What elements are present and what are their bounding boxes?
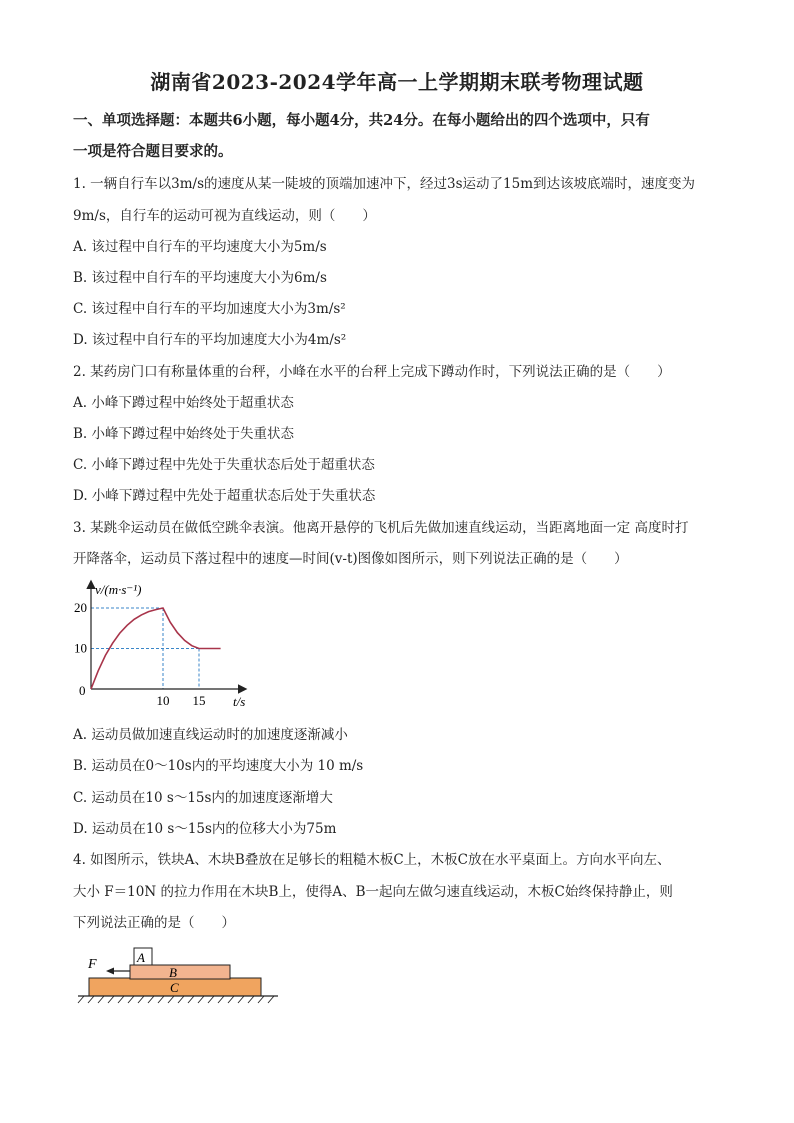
block-a-label: A bbox=[137, 950, 145, 965]
blocks-diagram bbox=[72, 940, 292, 1010]
q1-option-d: D. 该过程中自行车的平均加速度大小为4m/s² bbox=[73, 332, 347, 348]
x-axis-label: t/s bbox=[233, 694, 246, 709]
ground-hatching bbox=[78, 996, 274, 1003]
q1-stem-line2: 9m/s，自行车的运动可视为直线运动，则（ ） bbox=[73, 208, 376, 224]
section-heading-line2: 一项是符合题目要求的。 bbox=[73, 143, 233, 160]
force-label: F bbox=[88, 957, 97, 972]
q2-option-b: B. 小峰下蹲过程中始终处于失重状态 bbox=[73, 426, 295, 442]
q1-option-b: B. 该过程中自行车的平均速度大小为6m/s bbox=[73, 270, 327, 286]
page-title: 湖南省2023-2024学年高一上学期期末联考物理试题 bbox=[150, 70, 644, 94]
q2-stem-line1: 2. 某药房门口有称量体重的台秤，小峰在水平的台秤上完成下蹲动作时，下列说法正确的是（ ） bbox=[73, 364, 671, 380]
section-heading-line1: 一、单项选择题：本题共6小题，每小题4分，共24分。在每小题给出的四个选项中，只有 bbox=[73, 112, 650, 129]
q3-option-a: A. 运动员做加速直线运动时的加速度逐渐减小 bbox=[73, 727, 348, 743]
q3-option-d: D. 运动员在10 s～15s内的位移大小为75m bbox=[73, 821, 337, 837]
block-b-label: B bbox=[169, 965, 177, 980]
x-tick-label: 15 bbox=[192, 693, 206, 708]
q4-stem-line2: 大小 F＝10N 的拉力作用在木块B上，使得A、B一起向左做匀速直线运动，木板C始终保持静止，则 bbox=[73, 884, 673, 900]
board-c-label: C bbox=[170, 980, 179, 995]
q2-option-c: C. 小峰下蹲过程中先处于失重状态后处于超重状态 bbox=[73, 457, 375, 473]
q3-option-c: C. 运动员在10 s～15s内的加速度逐渐增大 bbox=[73, 790, 333, 806]
q1-stem-line1: 1. 一辆自行车以3m/s的速度从某一陡坡的顶端加速冲下，经过3s运动了15m到达该坡底端时，速度变为 bbox=[73, 176, 696, 192]
chart-guide-lines bbox=[91, 608, 199, 689]
q2-option-d: D. 小峰下蹲过程中先处于超重状态后处于失重状态 bbox=[73, 488, 376, 504]
y-axis-label: v/(m·s⁻¹) bbox=[95, 582, 142, 597]
q3-stem-line1: 3. 某跳伞运动员在做低空跳伞表演。他离开悬停的飞机后先做加速直线运动，当距离地面一定 高度时打 bbox=[73, 520, 689, 536]
q1-option-c: C. 该过程中自行车的平均加速度大小为3m/s² bbox=[73, 301, 346, 317]
q4-stem-line3: 下列说法正确的是（ ） bbox=[73, 915, 235, 931]
x-tick-label: 10 bbox=[156, 693, 170, 708]
block-b bbox=[130, 965, 230, 979]
force-arrowhead bbox=[106, 968, 114, 975]
velocity-curve bbox=[91, 608, 221, 689]
y-tick-label: 10 bbox=[74, 640, 87, 656]
q3-stem-line2: 开降落伞，运动员下落过程中的速度—时间(v-t)图像如图所示，则下列说法正确的是（ ） bbox=[73, 551, 628, 567]
y-tick-label: 20 bbox=[74, 600, 87, 615]
vt-graph bbox=[70, 572, 270, 712]
q4-stem-line1: 4. 如图所示，铁块A、木块B叠放在足够长的粗糙木板C上，木板C放在水平桌面上。方向水平向左、 bbox=[73, 852, 671, 868]
q3-option-b: B. 运动员在0～10s内的平均速度大小为 10 m/s bbox=[73, 758, 364, 774]
q1-option-a: A. 该过程中自行车的平均速度大小为5m/s bbox=[73, 239, 327, 255]
origin-label: 0 bbox=[79, 683, 86, 698]
q2-option-a: A. 小峰下蹲过程中始终处于超重状态 bbox=[73, 395, 294, 411]
chart-axes bbox=[91, 582, 245, 689]
